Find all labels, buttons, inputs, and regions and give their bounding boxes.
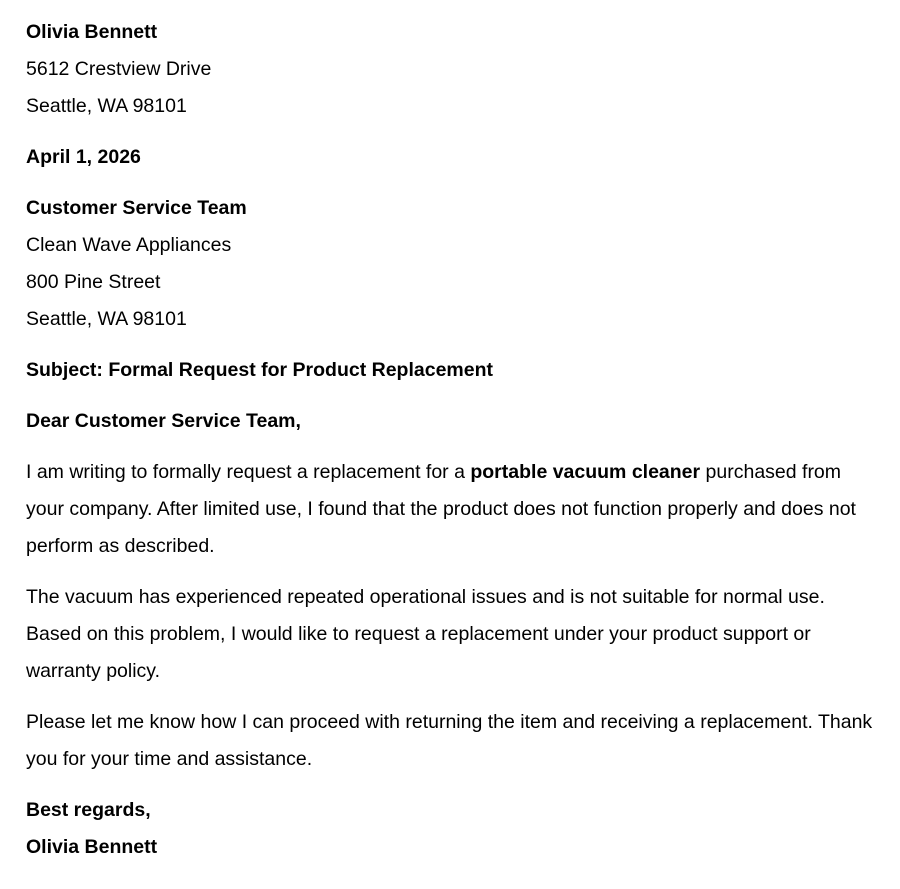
paragraph-1-text-before: I am writing to formally request a replacement for a — [26, 461, 471, 483]
sender-address-line1: 5612 Crestview Drive — [26, 58, 212, 80]
letter-date: April 1, 2026 — [26, 146, 141, 168]
body-paragraph-3 — [26, 704, 878, 778]
recipient-company: Clean Wave Appliances — [26, 234, 232, 256]
body-paragraph-1 — [26, 454, 878, 565]
paragraph-1-bold-phrase: portable vacuum cleaner — [470, 461, 701, 483]
signature-block — [26, 792, 878, 866]
paragraph-2-text: The vacuum has experienced repeated operational issues and is not suitable for normal use. Based on this problem, I would like to request a replacement under your product support or warranty policy. — [26, 586, 825, 682]
paragraph-1-text-after: purchased from your company. After limited use, I found that the product does not function properly and does not perform as described. — [26, 461, 856, 557]
subject-block — [26, 352, 878, 389]
recipient-name: Customer Service Team — [26, 197, 247, 219]
recipient-address-line2: Seattle, WA 98101 — [26, 308, 187, 330]
date-block — [26, 139, 878, 176]
sender-address-line2: Seattle, WA 98101 — [26, 95, 187, 117]
paragraph-3-text: Please let me know how I can proceed with returning the item and receiving a replacement. Thank you for your time and assistance. — [26, 711, 873, 770]
recipient-block — [26, 190, 878, 338]
salutation-block — [26, 403, 878, 440]
recipient-address-line1: 800 Pine Street — [26, 271, 161, 293]
sender-name: Olivia Bennett — [26, 21, 158, 43]
signature-name: Olivia Bennett — [26, 836, 158, 858]
body-paragraph-2 — [26, 579, 878, 690]
salutation: Dear Customer Service Team, — [26, 410, 301, 432]
closing: Best regards, — [26, 799, 151, 821]
subject-line: Subject: Formal Request for Product Replacement — [26, 359, 494, 381]
sender-block — [26, 14, 878, 125]
